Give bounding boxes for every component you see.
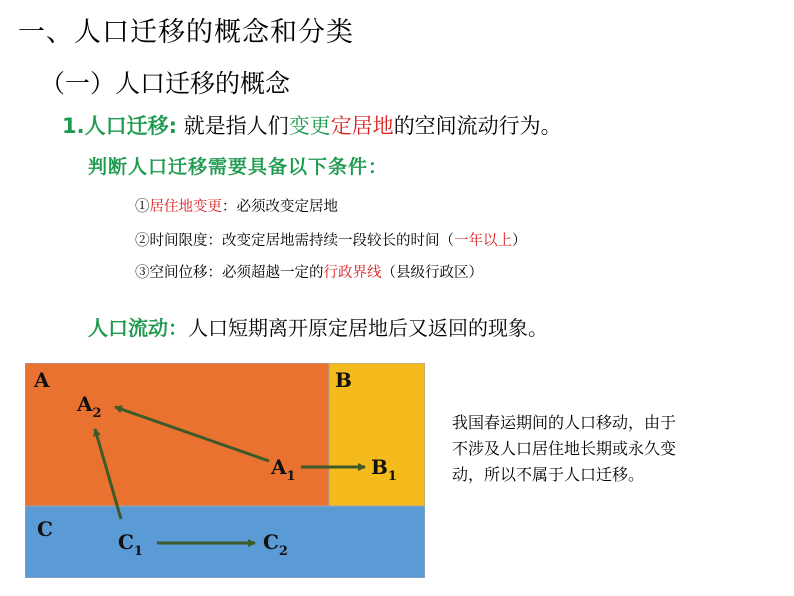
condition-text: ：必须改变定居地 [222, 199, 338, 215]
definition-text: 就是指人们 [177, 114, 289, 138]
point-c1-label: $C_1$ [118, 530, 143, 559]
point-a1-label: $A_1$ [271, 455, 296, 484]
region-a-label: A [34, 368, 50, 392]
definition-highlight-change: 变更 [288, 114, 331, 138]
definition-label: 1.人口迁移: [62, 114, 177, 138]
condition-item [135, 261, 483, 282]
population-flow-definition [88, 312, 548, 341]
region-c-label: C [37, 517, 53, 541]
conditions-title: 判断人口迁移需要具备以下条件： [88, 156, 389, 178]
condition-item [135, 229, 527, 250]
spring-festival-note [452, 410, 772, 488]
definition-highlight-residence: 定居地 [330, 114, 394, 138]
point-a2-label: $A_2$ [77, 392, 102, 421]
migration-diagram [25, 363, 425, 578]
point-b1-label: $B_1$ [371, 455, 397, 484]
migration-definition [62, 110, 562, 140]
region-a [25, 363, 329, 506]
section-heading: 一、人口迁移的概念和分类 [18, 17, 354, 48]
condition-text: （县级行政区） [381, 265, 483, 281]
subsection-heading: （一）人口迁移的概念 [40, 69, 291, 98]
condition-highlight: 一年以上 [454, 233, 512, 249]
condition-highlight: 行政界线 [323, 265, 382, 281]
condition-text: ） [512, 233, 527, 249]
note-line: 动，所以不属于人口迁移。 [452, 465, 645, 484]
flow-label: 人口流动： [88, 316, 188, 340]
note-line: 不涉及人口居住地长期或永久变 [452, 439, 677, 458]
condition-prefix: ③空间位移：必须超越一定的 [135, 265, 324, 281]
definition-text-end: 的空间流动行为。 [393, 114, 562, 138]
region-b-label: B [335, 368, 352, 392]
condition-prefix: ②时间限度：改变定居地需持续一段较长的时间（ [135, 233, 454, 249]
condition-item [135, 195, 338, 216]
condition-highlight: 居住地变更 [149, 199, 222, 215]
note-line: 我国春运期间的人口移动，由于 [452, 413, 677, 432]
condition-prefix: ① [135, 199, 150, 215]
point-c2-label: $C_2$ [263, 530, 288, 559]
flow-text: 人口短期离开原定居地后又返回的现象。 [188, 316, 548, 340]
